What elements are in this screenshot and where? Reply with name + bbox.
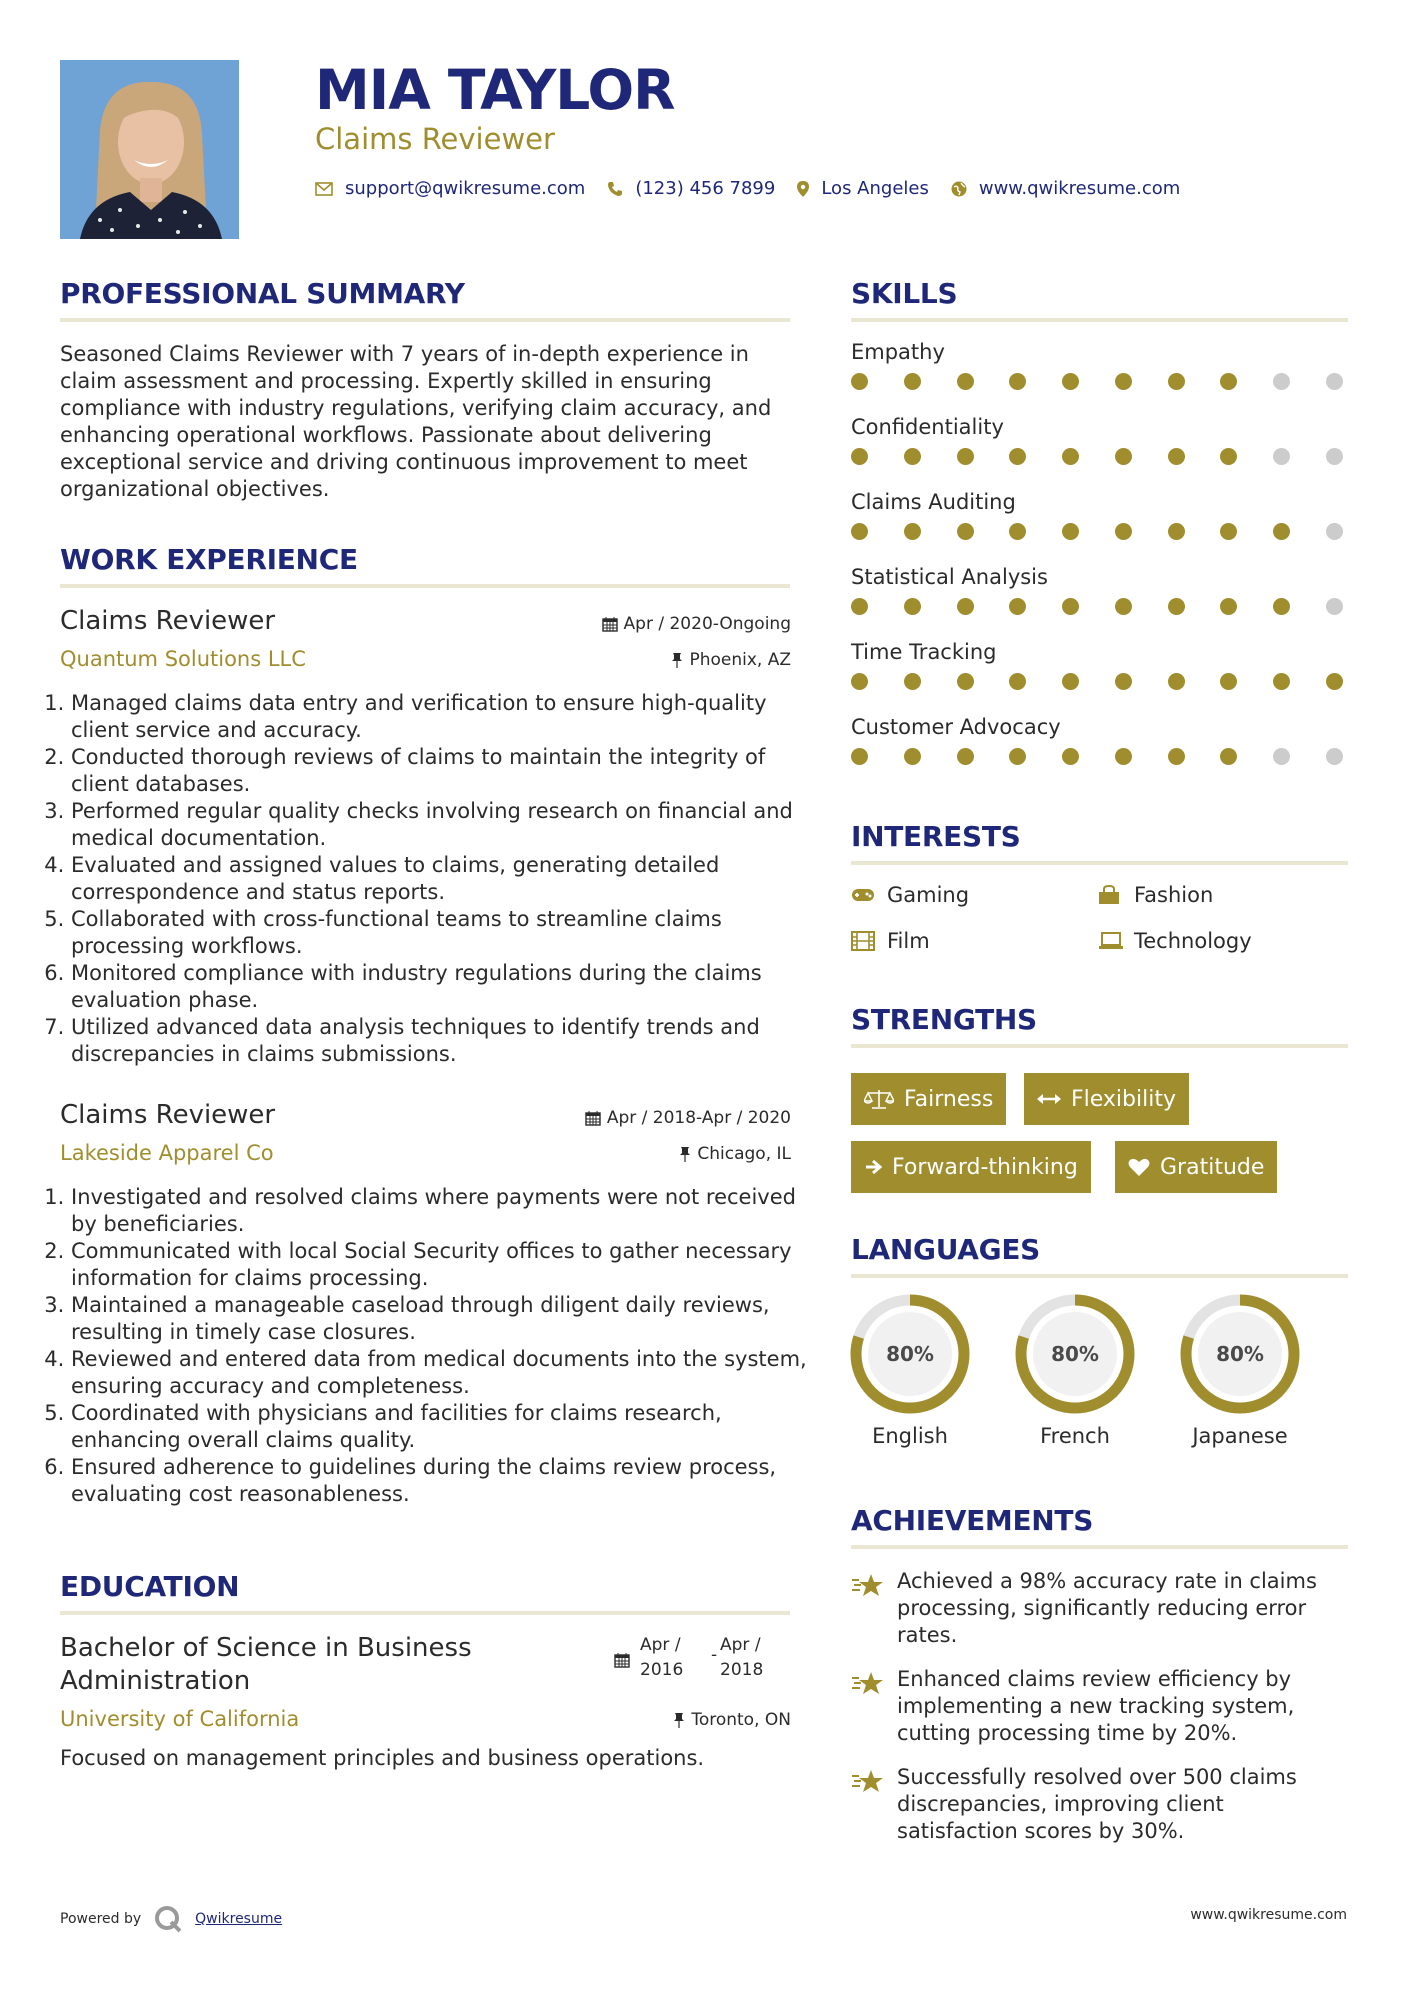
rating-dot-filled bbox=[957, 673, 974, 690]
achievements-heading: ACHIEVEMENTS bbox=[851, 1504, 1094, 1537]
rating-dot-filled bbox=[904, 748, 921, 765]
candidate-role: Claims Reviewer bbox=[315, 122, 555, 156]
job-title: Claims Reviewer bbox=[60, 606, 276, 636]
rating-dot-filled bbox=[904, 373, 921, 390]
experience-divider bbox=[60, 584, 790, 588]
achievements-list bbox=[851, 1568, 1351, 1845]
job-dates bbox=[602, 614, 791, 634]
language-ring bbox=[1005, 1290, 1145, 1420]
rating-dot-filled bbox=[1326, 673, 1343, 690]
skill-name: Empathy bbox=[851, 340, 945, 364]
job-location bbox=[679, 1144, 791, 1164]
skill-item bbox=[851, 640, 1351, 715]
rating-dot-filled bbox=[1220, 673, 1237, 690]
interest-label: Fashion bbox=[1134, 883, 1214, 907]
language-ring bbox=[1170, 1290, 1310, 1420]
rating-dot-filled bbox=[1062, 598, 1079, 615]
strength-label: Forward-thinking bbox=[892, 1154, 1078, 1180]
strength-flexibility bbox=[1024, 1073, 1189, 1125]
rating-dot-empty bbox=[1273, 448, 1290, 465]
skill-rating bbox=[851, 523, 1343, 540]
strengths-divider bbox=[851, 1044, 1348, 1048]
rating-dot-filled bbox=[1220, 523, 1237, 540]
language-name: Japanese bbox=[1192, 1424, 1288, 1448]
rating-dot-filled bbox=[851, 673, 868, 690]
strengths-heading: STRENGTHS bbox=[851, 1003, 1037, 1036]
rating-dot-filled bbox=[1009, 598, 1026, 615]
list-item: 3. Maintained a manageable caseload through diligent daily reviews, resulting in timely case closures. bbox=[71, 1292, 816, 1346]
phone-icon bbox=[607, 181, 623, 197]
footer-site[interactable]: www.qwikresume.com bbox=[1190, 1907, 1347, 1923]
rating-dot-filled bbox=[1115, 373, 1132, 390]
languages-divider bbox=[851, 1274, 1348, 1278]
pin-icon bbox=[671, 652, 683, 668]
skills-divider bbox=[851, 318, 1348, 322]
rating-dot-filled bbox=[904, 673, 921, 690]
footer-powered-by bbox=[60, 1904, 282, 1934]
skill-name: Claims Auditing bbox=[851, 490, 1016, 514]
rating-dot-filled bbox=[1009, 373, 1026, 390]
rating-dot-filled bbox=[851, 523, 868, 540]
profile-photo bbox=[60, 60, 239, 239]
job-location bbox=[671, 650, 791, 670]
interest-label: Gaming bbox=[887, 883, 970, 907]
skill-rating bbox=[851, 373, 1343, 390]
school-name: University of California bbox=[60, 1707, 300, 1731]
rating-dot-filled bbox=[851, 373, 868, 390]
skill-rating bbox=[851, 748, 1343, 765]
list-item: 6. Monitored compliance with industry regulations during the claims evaluation phase. bbox=[71, 960, 816, 1014]
rating-dot-filled bbox=[1168, 598, 1185, 615]
interest-film bbox=[851, 929, 930, 953]
rating-dot-filled bbox=[851, 448, 868, 465]
education-start-date bbox=[640, 1633, 683, 1683]
rating-dot-filled bbox=[851, 748, 868, 765]
languages-heading: LANGUAGES bbox=[851, 1233, 1041, 1266]
rating-dot-filled bbox=[1168, 523, 1185, 540]
education-heading: EDUCATION bbox=[60, 1570, 240, 1603]
rating-dot-empty bbox=[1326, 598, 1343, 615]
skills-list bbox=[851, 340, 1351, 790]
rating-dot-filled bbox=[1220, 748, 1237, 765]
list-item: 4. Reviewed and entered data from medical documents into the system, ensuring accuracy and completeness. bbox=[71, 1346, 816, 1400]
rating-dot-filled bbox=[1273, 523, 1290, 540]
language-item bbox=[1170, 1290, 1310, 1448]
education-end-date bbox=[720, 1633, 763, 1683]
brand-link[interactable]: Qwikresume bbox=[195, 1911, 283, 1927]
language-item bbox=[1005, 1290, 1145, 1448]
star-badge-icon bbox=[851, 1666, 885, 1747]
interest-label: Technology bbox=[1134, 929, 1252, 953]
skill-rating bbox=[851, 448, 1343, 465]
skills-heading: SKILLS bbox=[851, 277, 958, 310]
job-title: Claims Reviewer bbox=[60, 1100, 276, 1130]
interest-gaming bbox=[851, 883, 969, 907]
interest-fashion bbox=[1098, 883, 1213, 907]
rating-dot-filled bbox=[1220, 373, 1237, 390]
balance-scale-icon bbox=[864, 1088, 894, 1110]
end-month: Apr / bbox=[720, 1635, 761, 1655]
star-badge-icon bbox=[851, 1568, 885, 1649]
contact-website[interactable]: www.qwikresume.com bbox=[978, 178, 1181, 199]
language-percent: 80% bbox=[1216, 1342, 1264, 1366]
rating-dot-filled bbox=[957, 373, 974, 390]
rating-dot-filled bbox=[1115, 523, 1132, 540]
rating-dot-filled bbox=[1009, 523, 1026, 540]
language-name: English bbox=[872, 1424, 948, 1448]
film-icon bbox=[851, 931, 877, 951]
summary-divider bbox=[60, 318, 790, 322]
end-year: 2018 bbox=[720, 1660, 764, 1680]
degree-line-1: Bachelor of Science in Business bbox=[60, 1633, 472, 1663]
skill-rating bbox=[851, 598, 1343, 615]
rating-dot-filled bbox=[1220, 448, 1237, 465]
achievement-item bbox=[851, 1568, 1351, 1649]
degree-title bbox=[60, 1632, 472, 1698]
calendar-icon bbox=[585, 1110, 601, 1126]
candidate-name: MIA TAYLOR bbox=[315, 58, 675, 122]
job-bullets bbox=[52, 1184, 816, 1508]
rating-dot-filled bbox=[1009, 448, 1026, 465]
skill-item bbox=[851, 565, 1351, 640]
list-item: 1. Managed claims data entry and verification to ensure high-quality client service and accuracy. bbox=[71, 690, 816, 744]
strength-gratitude bbox=[1115, 1141, 1277, 1193]
list-item: 6. Ensured adherence to guidelines during the claims review process, evaluating cost reasonableness. bbox=[71, 1454, 816, 1508]
interests-heading: INTERESTS bbox=[851, 820, 1021, 853]
gamepad-icon bbox=[851, 887, 877, 903]
education-description: Focused on management principles and business operations. bbox=[60, 1746, 705, 1770]
rating-dot-filled bbox=[1115, 598, 1132, 615]
start-month: Apr / bbox=[640, 1635, 681, 1655]
pin-icon bbox=[679, 1146, 691, 1162]
rating-dot-filled bbox=[904, 523, 921, 540]
rating-dot-filled bbox=[1168, 748, 1185, 765]
rating-dot-filled bbox=[1115, 673, 1132, 690]
rating-dot-empty bbox=[1326, 373, 1343, 390]
envelope-icon bbox=[315, 182, 333, 196]
powered-by-label: Powered by bbox=[60, 1911, 142, 1927]
rating-dot-empty bbox=[1326, 523, 1343, 540]
rating-dot-filled bbox=[1062, 373, 1079, 390]
skill-item bbox=[851, 340, 1351, 415]
rating-dot-empty bbox=[1326, 448, 1343, 465]
degree-line-2: Administration bbox=[60, 1666, 251, 1696]
rating-dot-filled bbox=[904, 598, 921, 615]
rating-dot-filled bbox=[957, 748, 974, 765]
rating-dot-filled bbox=[1168, 373, 1185, 390]
company-name: Quantum Solutions LLC bbox=[60, 647, 306, 671]
calendar-icon bbox=[602, 616, 618, 632]
job-bullets bbox=[52, 690, 816, 1068]
education-divider bbox=[60, 1611, 790, 1615]
date-dash: - bbox=[711, 1645, 718, 1665]
summary-heading: PROFESSIONAL SUMMARY bbox=[60, 277, 465, 310]
skill-name: Time Tracking bbox=[851, 640, 997, 664]
summary-text: Seasoned Claims Reviewer with 7 years of in-depth experience in claim assessment and processing. Expertly skilled in ensuring compliance with industry regulations, verifying claim accuracy, and enhancing operational workflows. Passionate about delivering exceptional service and driving continuous improvement to meet organizational objectives. bbox=[60, 342, 772, 501]
contact-phone: (123) 456 7899 bbox=[635, 178, 776, 199]
rating-dot-filled bbox=[1115, 448, 1132, 465]
list-item: 5. Coordinated with physicians and facilities for claims research, enhancing overall claims quality. bbox=[71, 1400, 816, 1454]
achievement-text: Enhanced claims review efficiency by implementing a new tracking system, cutting processing time by 20%. bbox=[897, 1667, 1295, 1745]
skill-name: Confidentiality bbox=[851, 415, 1004, 439]
star-badge-icon bbox=[851, 1764, 885, 1845]
rating-dot-filled bbox=[1062, 523, 1079, 540]
rating-dot-filled bbox=[1062, 748, 1079, 765]
contact-bar bbox=[315, 178, 1202, 199]
shopping-bag-icon bbox=[1098, 885, 1124, 905]
rating-dot-filled bbox=[1273, 598, 1290, 615]
strength-label: Fairness bbox=[904, 1086, 994, 1112]
skill-item bbox=[851, 490, 1351, 565]
qwikresume-logo-icon bbox=[153, 1904, 183, 1934]
rating-dot-filled bbox=[1009, 748, 1026, 765]
language-name: French bbox=[1040, 1424, 1110, 1448]
globe-icon bbox=[951, 181, 967, 197]
list-item: 5. Collaborated with cross-functional teams to streamline claims processing workflows. bbox=[71, 906, 816, 960]
rating-dot-empty bbox=[1273, 373, 1290, 390]
rating-dot-filled bbox=[1062, 673, 1079, 690]
language-ring bbox=[840, 1290, 980, 1420]
achievement-item bbox=[851, 1764, 1351, 1845]
job-dates-text: Apr / 2020-Ongoing bbox=[623, 614, 791, 634]
contact-email[interactable]: support@qwikresume.com bbox=[345, 178, 586, 199]
language-item bbox=[840, 1290, 980, 1448]
list-item: 3. Performed regular quality checks involving research on financial and medical documentation. bbox=[71, 798, 816, 852]
calendar-icon bbox=[614, 1652, 630, 1672]
skill-rating bbox=[851, 673, 1343, 690]
skill-item bbox=[851, 715, 1351, 790]
start-year: 2016 bbox=[640, 1660, 684, 1680]
rating-dot-filled bbox=[1115, 748, 1132, 765]
languages-list bbox=[840, 1290, 1360, 1470]
job-location-text: Phoenix, AZ bbox=[689, 650, 791, 670]
list-item: 2. Communicated with local Social Security offices to gather necessary information for claims processing. bbox=[71, 1238, 816, 1292]
rating-dot-filled bbox=[957, 448, 974, 465]
rating-dot-filled bbox=[851, 598, 868, 615]
job-dates bbox=[585, 1108, 791, 1128]
heart-icon bbox=[1128, 1157, 1150, 1177]
contact-location: Los Angeles bbox=[821, 178, 929, 199]
language-percent: 80% bbox=[1051, 1342, 1099, 1366]
skill-name: Customer Advocacy bbox=[851, 715, 1061, 739]
rating-dot-filled bbox=[904, 448, 921, 465]
interest-technology bbox=[1098, 929, 1252, 953]
strength-label: Flexibility bbox=[1071, 1086, 1176, 1112]
arrows-horizontal-icon bbox=[1037, 1092, 1061, 1106]
strength-forward-thinking bbox=[851, 1141, 1091, 1193]
rating-dot-filled bbox=[1273, 673, 1290, 690]
achievement-text: Successfully resolved over 500 claims discrepancies, improving client satisfaction scores by 30%. bbox=[897, 1765, 1297, 1843]
rating-dot-filled bbox=[1168, 448, 1185, 465]
map-marker-icon bbox=[797, 181, 809, 197]
job-location-text: Chicago, IL bbox=[697, 1144, 791, 1164]
rating-dot-empty bbox=[1273, 748, 1290, 765]
company-name: Lakeside Apparel Co bbox=[60, 1141, 274, 1165]
skill-name: Statistical Analysis bbox=[851, 565, 1048, 589]
list-item: 4. Evaluated and assigned values to claims, generating detailed correspondence and status reports. bbox=[71, 852, 816, 906]
interests-divider bbox=[851, 861, 1348, 865]
rating-dot-filled bbox=[957, 523, 974, 540]
job-dates-text: Apr / 2018-Apr / 2020 bbox=[606, 1108, 791, 1128]
experience-heading: WORK EXPERIENCE bbox=[60, 543, 358, 576]
list-item: 7. Utilized advanced data analysis techniques to identify trends and discrepancies in claims submissions. bbox=[71, 1014, 816, 1068]
rating-dot-filled bbox=[1168, 673, 1185, 690]
rating-dot-filled bbox=[1009, 673, 1026, 690]
language-percent: 80% bbox=[886, 1342, 934, 1366]
achievements-divider bbox=[851, 1545, 1348, 1549]
list-item: 2. Conducted thorough reviews of claims to maintain the integrity of client databases. bbox=[71, 744, 816, 798]
pin-icon bbox=[673, 1712, 685, 1728]
list-item: 1. Investigated and resolved claims where payments were not received by beneficiaries. bbox=[71, 1184, 816, 1238]
strength-label: Gratitude bbox=[1160, 1154, 1265, 1180]
rating-dot-filled bbox=[1220, 598, 1237, 615]
rating-dot-empty bbox=[1326, 748, 1343, 765]
laptop-icon bbox=[1098, 932, 1124, 950]
achievement-text: Achieved a 98% accuracy rate in claims processing, significantly reducing error rates. bbox=[897, 1569, 1317, 1647]
interest-label: Film bbox=[887, 929, 930, 953]
education-location-text: Toronto, ON bbox=[691, 1710, 791, 1730]
rating-dot-filled bbox=[957, 598, 974, 615]
achievement-item bbox=[851, 1666, 1351, 1747]
rating-dot-filled bbox=[1062, 448, 1079, 465]
arrow-right-icon bbox=[864, 1158, 882, 1176]
education-location bbox=[673, 1710, 791, 1730]
skill-item bbox=[851, 415, 1351, 490]
strength-fairness bbox=[851, 1073, 1006, 1125]
